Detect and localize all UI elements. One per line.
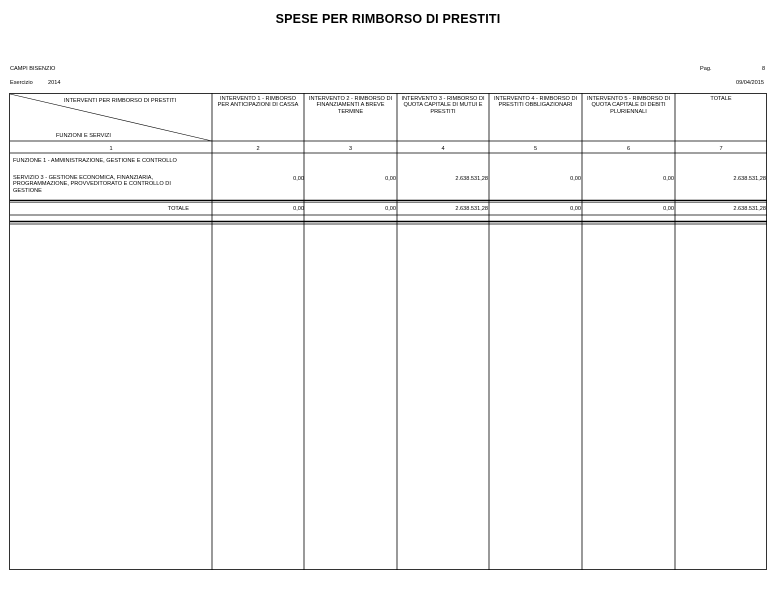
col-header-intervento-5: INTERVENTO 5 - RIMBORSO DI QUOTA CAPITALE DI DEBITI PLURIENNALI: [586, 96, 671, 115]
totale-value-totale: 2.638.531,28: [733, 206, 766, 212]
report-date: 09/04/2015: [736, 80, 764, 86]
col-header-intervento-3: INTERVENTO 3 - RIMBORSO DI QUOTA CAPITALE DI MUTUI E PRESTITI: [401, 96, 485, 115]
col-number-4: 4: [441, 146, 445, 152]
col-number-7: 7: [719, 146, 723, 152]
esercizio-value: 2014: [48, 80, 61, 86]
servizio-value-intervento-5: 0,00: [663, 176, 674, 182]
servizio-value-intervento-4: 0,00: [570, 176, 581, 182]
servizio-value-intervento-1: 0,00: [293, 176, 304, 182]
totale-value-intervento-3: 2.638.531,28: [455, 206, 488, 212]
page-label: Pag.: [700, 66, 712, 72]
funzione-label: FUNZIONE 1 - AMMINISTRAZIONE, GESTIONE E CONTROLLO: [13, 158, 177, 164]
col-header-totale: TOTALE: [710, 96, 732, 102]
col-number-3: 3: [348, 146, 353, 152]
totale-label: TOTALE: [167, 206, 189, 212]
corner-top-label: INTERVENTI PER RIMBORSO DI PRESTITI: [64, 98, 177, 104]
servizio-label: SERVIZIO 3 - GESTIONE ECONOMICA, FINANZIARIA, PROGRAMMAZIONE, PROVVEDITORATO E CONTROLLO DI GESTIONE: [13, 175, 171, 194]
ente-name: CAMPI BISENZIO: [10, 66, 56, 72]
page-title: SPESE PER RIMBORSO DI PRESTITI: [275, 12, 501, 26]
servizio-value-intervento-2: 0,00: [385, 176, 396, 182]
totale-value-intervento-1: 0,00: [293, 206, 304, 212]
col-number-5: 5: [533, 146, 538, 152]
totale-value-intervento-4: 0,00: [570, 206, 581, 212]
servizio-value-totale: 2.638.531,28: [733, 176, 766, 182]
col-header-intervento-1: INTERVENTO 1 - RIMBORSO PER ANTICIPAZIONI DI CASSA: [217, 96, 299, 109]
corner-bottom-label: FUNZIONI E SERVIZI: [56, 133, 111, 139]
totale-value-intervento-5: 0,00: [663, 206, 674, 212]
servizio-value-intervento-3: 2.638.531,28: [455, 176, 488, 182]
col-number-2: 2: [256, 146, 260, 152]
esercizio-label: Esercizio: [10, 80, 33, 86]
col-number-6: 6: [626, 146, 631, 152]
page-number: 8: [762, 66, 766, 72]
col-header-intervento-2: INTERVENTO 2 - RIMBORSO DI FINANZIAMENTI A BREVE TERMINE: [308, 96, 393, 115]
totale-value-intervento-2: 0,00: [385, 206, 396, 212]
col-header-intervento-4: INTERVENTO 4 - RIMBORSO DI PRESTITI OBBLIGAZIONARI: [493, 96, 578, 109]
col-number-1: 1: [109, 146, 113, 152]
